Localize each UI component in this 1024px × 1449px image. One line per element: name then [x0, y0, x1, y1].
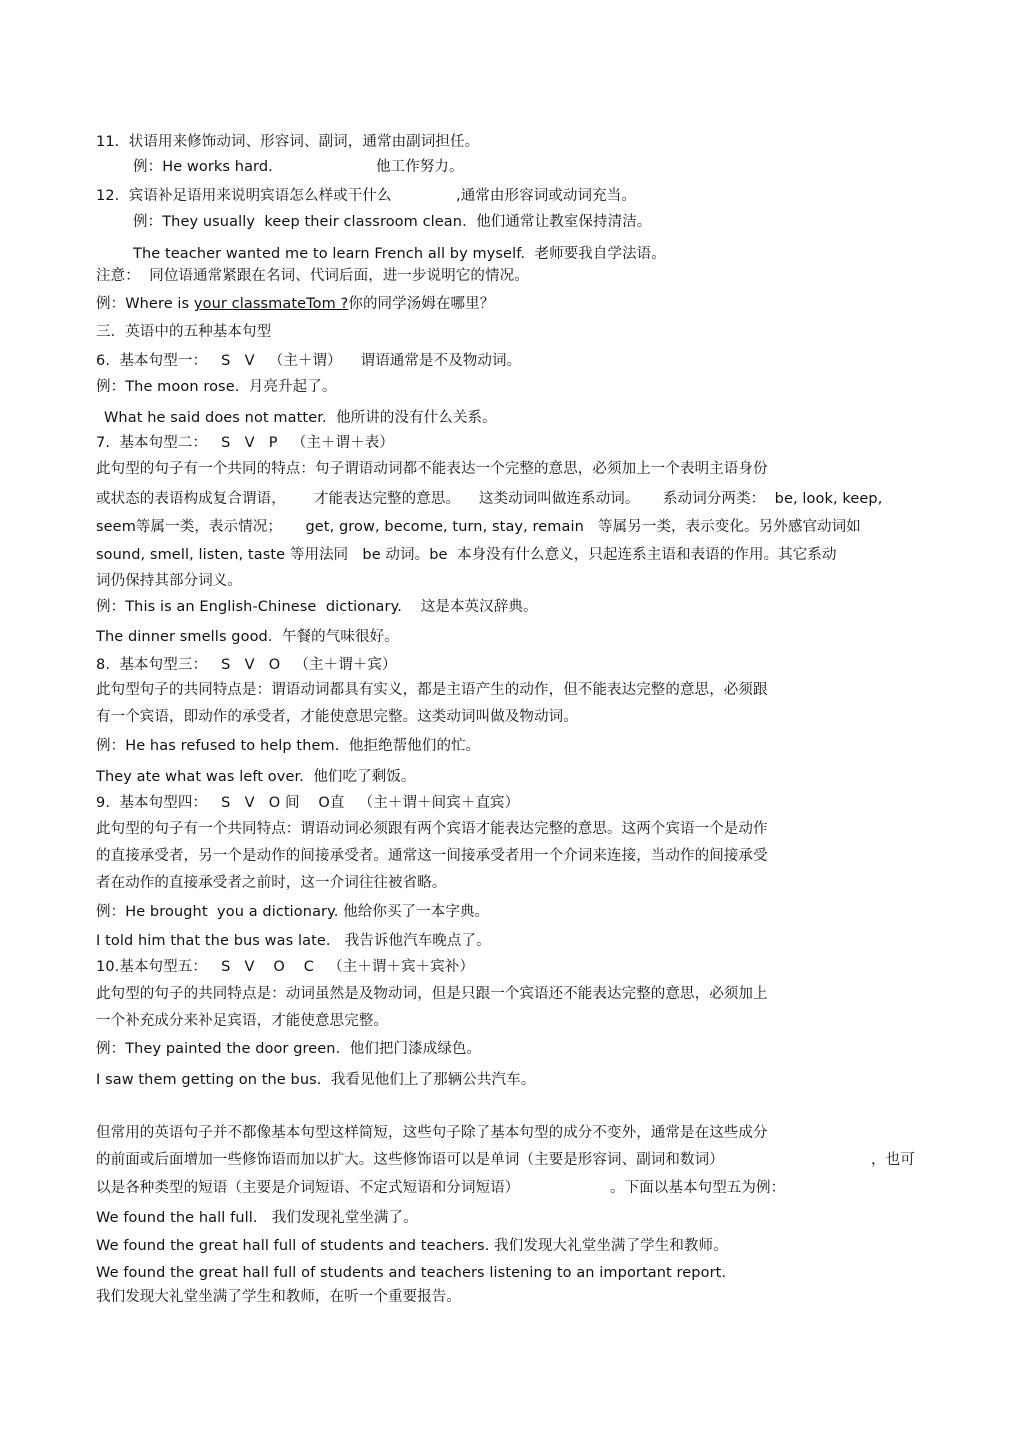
rule-12-object-complement-cont: ,通常由形容词或动词充当。 [456, 188, 636, 204]
example-hall-report: We found the great hall full of students and teachers listening to an important report. [96, 1265, 727, 1281]
example-dictionary: 例：This is an English-Chinese dictionary. 这是本英汉辞典。 [96, 599, 538, 615]
expansion-para-line1: 但常用的英语句子并不都像基本句型这样简短，这些句子除了基本句型的成分不变外，通常是在这些成分 [96, 1125, 768, 1141]
pattern-2-desc-line2: 或状态的表语构成复合谓语， 才能表达完整的意思。 这类动词叫做连系动词。 系动词分两类： be, look, keep, [96, 491, 883, 507]
example-classmate-tom [96, 295, 494, 313]
pattern-2-desc-line1: 此句型的句子有一个共同的特点：句子谓语动词都不能表达一个完整的意思，必须加上一个表明主语身份 [96, 461, 768, 477]
pattern-3-desc-line1: 此句型句子的共同特点是：谓语动词都具有实义，都是主语产生的动作，但不能表达完整的意思，必须跟 [96, 682, 768, 698]
expansion-para-line2-end: ，也可 [871, 1152, 915, 1168]
expansion-para-line3-end: 。下面以基本句型五为例： [610, 1180, 786, 1196]
example-classmate-prefix: 例：Where is [96, 296, 194, 312]
example-works-hard-translation: 他工作努力。 [376, 159, 464, 175]
example-bus-late: I told him that the bus was late. 我告诉他汽车晚点了。 [96, 933, 491, 949]
example-hall-full-students: We found the great hall full of students and teachers. 我们发现大礼堂坐满了学生和教师。 [96, 1238, 728, 1254]
example-hall-report-translation: 我们发现大礼堂坐满了学生和教师，在听一个重要报告。 [96, 1289, 461, 1305]
pattern-5-desc-line1: 此句型的句子的共同特点是：动词虽然是及物动词，但是只跟一个宾语还不能表达完整的意思，必须加上 [96, 986, 768, 1002]
pattern-4-desc-line1: 此句型的句子有一个共同特点：谓语动词必须跟有两个宾语才能表达完整的意思。这两个宾语一个是动作 [96, 821, 768, 837]
example-left-over: They ate what was left over. 他们吃了剩饭。 [96, 769, 416, 785]
example-classmate-underlined: your classmateTom ? [193, 296, 349, 312]
example-works-hard: 例：He works hard. [133, 159, 273, 175]
example-classroom-clean: 例：They usually keep their classroom clean. 他们通常让教室保持清洁。 [133, 214, 652, 230]
example-brought-dictionary: 例：He brought you a dictionary. 他给你买了一本字典。 [96, 904, 490, 920]
section-heading-five-patterns: 三．英语中的五种基本句型 [96, 324, 272, 340]
rule-12-object-complement: 12. 宾语补足语用来说明宾语怎么样或干什么 [96, 188, 392, 204]
example-learn-french: The teacher wanted me to learn French all by myself. 老师要我自学法语。 [133, 246, 666, 262]
pattern-2-heading: 7. 基本句型二： S V P （主＋谓＋表） [96, 435, 394, 451]
note-appositive: 注意： 同位语通常紧跟在名词、代词后面，进一步说明它的情况。 [96, 268, 529, 284]
example-dinner-smells: The dinner smells good. 午餐的气味很好。 [96, 629, 399, 645]
example-classmate-translation: 你的同学汤姆在哪里？ [348, 296, 495, 312]
example-does-not-matter: What he said does not matter. 他所讲的没有什么关系。 [104, 410, 497, 426]
pattern-4-desc-line3: 者在动作的直接承受者之前时，这一介词往往被省略。 [96, 875, 447, 891]
example-refused-help: 例：He has refused to help them. 他拒绝帮他们的忙。 [96, 738, 481, 754]
pattern-4-desc-line2: 的直接承受者，另一个是动作的间接承受者。通常这一间接承受者用一个介词来连接，当动作的间接承受 [96, 848, 768, 864]
pattern-1-heading: 6. 基本句型一： S V （主＋谓） 谓语通常是不及物动词。 [96, 353, 522, 369]
expansion-para-line2: 的前面或后面增加一些修饰语而加以扩大。这些修饰语可以是单词（主要是形容词、副词和数词） [96, 1152, 724, 1168]
pattern-2-desc-line5: 词仍保持其部分词义。 [96, 573, 242, 589]
pattern-5-desc-line2: 一个补充成分来补足宾语，才能使意思完整。 [96, 1013, 388, 1029]
pattern-3-heading: 8. 基本句型三： S V O （主＋谓＋宾） [96, 657, 397, 673]
pattern-2-desc-line4: sound, smell, listen, taste 等用法同 be 动词。be 本身没有什么意义，只起连系主语和表语的作用。其它系动 [96, 547, 837, 563]
expansion-para-line3: 以是各种类型的短语（主要是介词短语、不定式短语和分词短语） [96, 1180, 520, 1196]
example-painted-door: 例：They painted the door green. 他们把门漆成绿色。 [96, 1041, 482, 1057]
pattern-4-heading: 9. 基本句型四： S V O 间 O直 （主＋谓＋间宾＋直宾） [96, 795, 520, 811]
rule-11-adverbial: 11. 状语用来修饰动词、形容词、副词，通常由副词担任。 [96, 134, 480, 150]
example-hall-full: We found the hall full. 我们发现礼堂坐满了。 [96, 1210, 418, 1226]
example-moon-rose: 例：The moon rose. 月亮升起了。 [96, 379, 337, 395]
pattern-3-desc-line2: 有一个宾语，即动作的承受者，才能使意思完整。这类动词叫做及物动词。 [96, 709, 578, 725]
example-getting-on-bus: I saw them getting on the bus. 我看见他们上了那辆公共汽车。 [96, 1072, 536, 1088]
pattern-5-heading: 10.基本句型五： S V O C （主＋谓＋宾＋宾补） [96, 959, 475, 975]
pattern-2-desc-line3: seem等属一类，表示情况； get, grow, become, turn, stay, remain 等属另一类，表示变化。另外感官动词如 [96, 519, 861, 535]
